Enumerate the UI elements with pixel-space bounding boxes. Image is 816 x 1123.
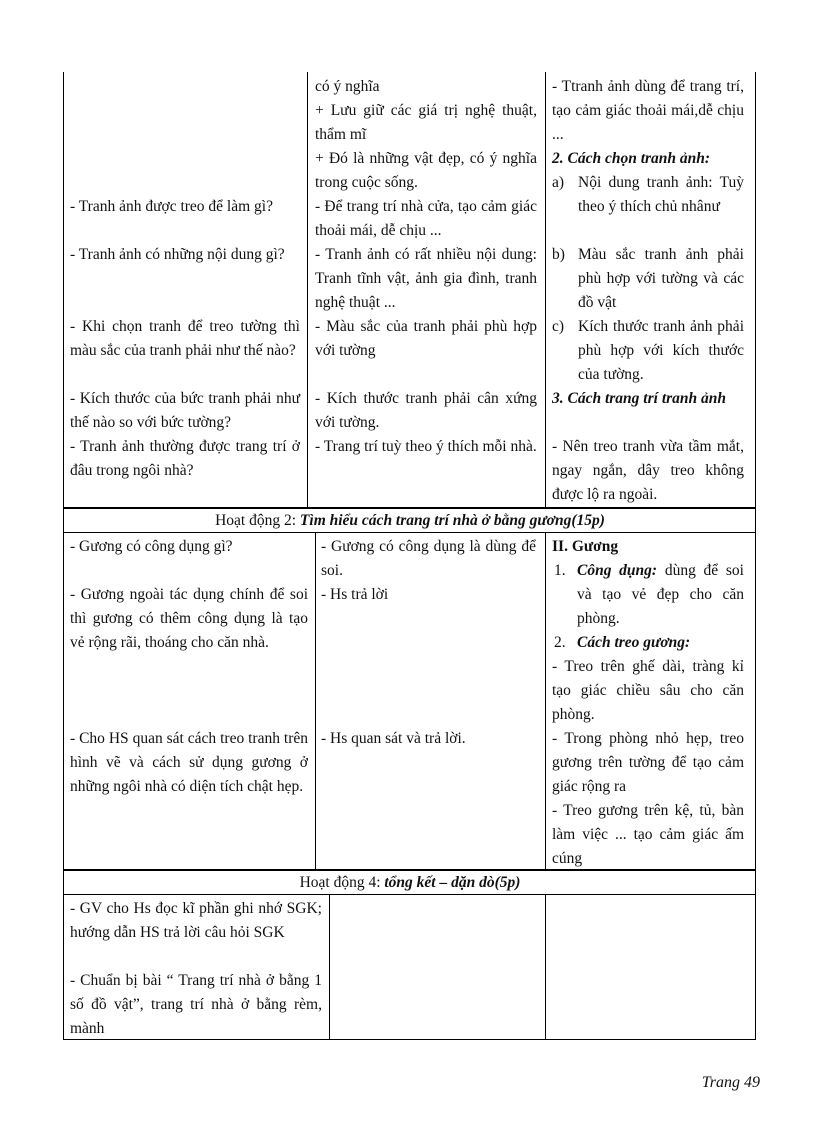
section-heading: 2. Cách chọn tranh ảnh: (552, 150, 711, 167)
section-heading: II. Gương (552, 538, 619, 555)
list-marker: b) (552, 246, 565, 263)
usage-text: dùng để soi và tạo vẻ đẹp cho căn phòng. (577, 562, 744, 627)
lesson-content: - Treo trên ghế dài, tràng kỉ tạo giác chiều sâu cho căn phòng. (552, 658, 744, 723)
list-marker: 2. (554, 634, 566, 651)
student-answer: - Tranh ảnh có rất nhiều nội dung: Tranh tĩnh vật, ảnh gia đình, tranh nghệ thuật ... (315, 246, 537, 311)
student-answer: có ý nghĩa (315, 78, 380, 95)
lesson-content: - Treo gương trên kệ, tủ, bàn làm việc ... tạo cảm giác ấm cúng (552, 802, 744, 867)
activity-2-header (64, 509, 756, 533)
student-answer: + Đó là những vật đẹp, có ý nghĩa trong cuộc sống. (315, 150, 537, 191)
page-number: Trang 49 (701, 1074, 760, 1091)
list-item: Nội dung tranh ảnh: Tuỳ theo ý thích chủ nhânư (578, 174, 744, 215)
list-item (577, 559, 744, 631)
teacher-question: - Cho HS quan sát cách treo tranh trên hình vẽ và cách sử dụng gương ở những ngôi nhà có diện tích chật hẹp. (70, 730, 308, 795)
lesson-content: - Nên treo tranh vừa tầm mắt, ngay ngắn, dây treo không được lộ ra ngoài. (552, 438, 744, 503)
student-answer: - Màu sắc của tranh phải phù hợp với tường (315, 318, 537, 359)
list-marker: a) (552, 174, 565, 191)
section-heading: 3. Cách trang trí tranh ảnh (552, 390, 727, 407)
teacher-question: - Tranh ảnh được treo để làm gì? (70, 198, 273, 215)
teacher-question: - Gương có công dụng gì? (70, 538, 233, 555)
teacher-question: - Tranh ảnh có những nội dung gì? (70, 246, 285, 263)
lesson-content: - Ttranh ảnh dùng để trang trí, tạo cảm giác thoải mái,dễ chịu ... (552, 78, 744, 143)
activity-4-prefix: Hoạt động 4: (299, 874, 381, 891)
student-answer: - Hs quan sát và trả lời. (321, 730, 466, 747)
teacher-question: - Khi chọn tranh để treo tường thì màu sắc của tranh phải như thế nào? (70, 318, 300, 359)
lesson-content: - Trong phòng nhỏ hẹp, treo gương trên tường để tạo cảm giác rộng ra (552, 730, 744, 795)
teacher-question: - Tranh ảnh thường được trang trí ở đâu trong ngôi nhà? (70, 438, 300, 479)
list-item: Kích thước tranh ảnh phải phù hợp với kích thước của tường. (578, 318, 744, 383)
col-divider (545, 72, 546, 508)
col-divider (545, 533, 546, 870)
student-answer: - Kích thước tranh phải cân xứng với tường. (315, 390, 537, 431)
activity-4-title: tổng kết – dặn dò(5p) (384, 874, 521, 891)
list-marker: 1. (554, 562, 566, 579)
activity-2-title: Tìm hiểu cách trang trí nhà ở bằng gương(15p) (299, 512, 605, 529)
student-answer: + Lưu giữ các giá trị nghệ thuật, thẩm mĩ (315, 102, 537, 143)
student-answer: - Để trang trí nhà cửa, tạo cảm giác thoải mái, dễ chịu ... (315, 198, 537, 239)
col-divider (329, 895, 330, 1040)
student-answer: - Trang trí tuỳ theo ý thích mỗi nhà. (315, 438, 537, 455)
section-heading: Cách treo gương: (577, 634, 691, 651)
teacher-instruction: - GV cho Hs đọc kĩ phần ghi nhớ SGK; hướng dẫn HS trả lời câu hỏi SGK (70, 900, 322, 941)
teacher-question: - Gương ngoài tác dụng chính để soi thì gương có thêm công dụng là tạo vẻ rộng rãi, thoáng cho căn nhà. (70, 586, 308, 651)
list-item: Màu sắc tranh ảnh phải phù hợp với tường và các đồ vật (578, 246, 744, 311)
usage-label: Công dụng: (577, 562, 658, 579)
activity-2-prefix: Hoạt động 2: (215, 512, 297, 529)
col-divider (307, 72, 308, 508)
list-marker: c) (552, 318, 565, 335)
col-divider (545, 895, 546, 1040)
teacher-instruction: - Chuẩn bị bài “ Trang trí nhà ở bằng 1 số đồ vật”, trang trí nhà ở bằng rèm, mành (70, 972, 322, 1037)
teacher-question: - Kích thước của bức tranh phải như thế nào so với bức tường? (70, 390, 300, 431)
activity-4-header (64, 871, 756, 895)
student-answer: - Gương có công dụng là dùng để soi. (321, 538, 536, 579)
student-answer: - Hs trả lời (321, 586, 389, 603)
col-divider (315, 533, 316, 870)
